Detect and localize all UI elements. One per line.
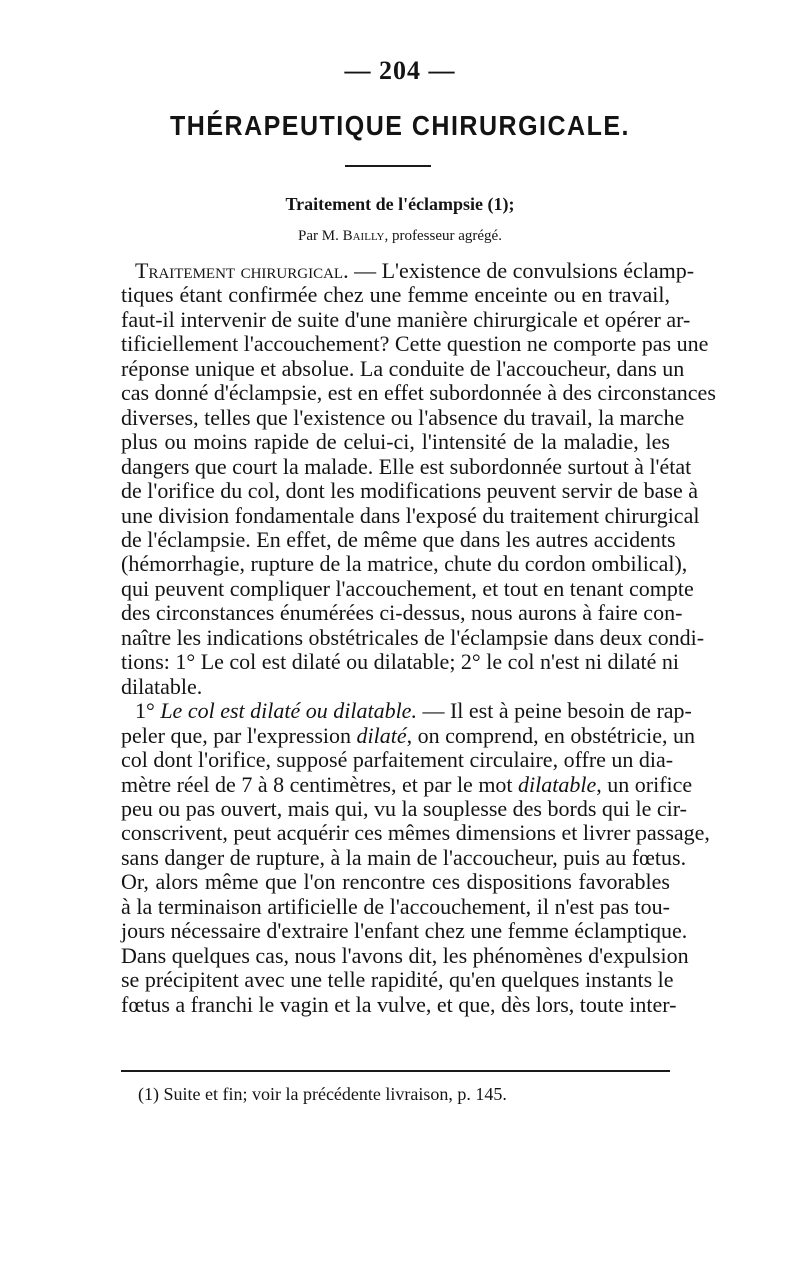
paragraph-line: cas donné d'éclampsie, est en effet subordonnée à des circonstances (121, 380, 716, 406)
paragraph-line: col dont l'orifice, supposé parfaitement circulaire, offre un dia- (121, 747, 674, 773)
paragraph-line: réponse unique et absolue. La conduite de l'accoucheur, dans un (121, 355, 685, 381)
paragraph-line: sans danger de rupture, à la main de l'accoucheur, puis au fœtus. (121, 844, 687, 870)
paragraph-line: diverses, telles que l'existence ou l'absence du travail, la marche (121, 404, 685, 430)
page-number: — 204 — (344, 56, 456, 85)
section-title: THÉRAPEUTIQUE CHIRURGICALE. (170, 110, 630, 142)
paragraph-line: (hémorrhagie, rupture de la matrice, chute du cordon ombilical), (121, 551, 688, 577)
footnote: (1) Suite et fin; voir la précédente livraison, p. 145. (138, 1084, 507, 1104)
paragraph-line: de l'éclampsie. En effet, de même que dans les autres accidents (121, 526, 676, 552)
byline (0, 228, 800, 245)
paragraph-line: jours nécessaire d'extraire l'enfant chez une femme éclamptique. (121, 918, 688, 944)
byline-suffix: , professeur agrégé. (384, 228, 502, 244)
paragraph-line: Or, alors même que l'on rencontre ces dispositions favorables (121, 869, 670, 895)
author-name: Bailly (342, 228, 385, 244)
paragraph-line: tions: 1° Le col est dilaté ou dilatable; 2° le col n'est ni dilaté ni (121, 649, 679, 675)
paragraph-line: 1° Le col est dilaté ou dilatable. — Il est à peine besoin de rap- (135, 698, 692, 724)
paragraph-line: tiques étant confirmée chez une femme enceinte ou en travail, (121, 282, 670, 308)
paragraph-line: peu ou pas ouvert, mais qui, vu la souplesse des bords qui le cir- (121, 795, 687, 821)
paragraph-line: conscrivent, peut acquérir ces mêmes dimensions et livrer passage, (121, 820, 710, 846)
paragraph-line: faut-il intervenir de suite d'une manière chirurgicale et opérer ar- (121, 306, 691, 332)
title-divider (345, 165, 431, 167)
paragraph-line: dilatable. (121, 673, 203, 699)
footnote-divider (121, 1070, 670, 1072)
emphasis-word: dilatable (518, 771, 597, 797)
emphasis-word: dilaté (356, 722, 407, 748)
paragraph-line: dangers que court la malade. Elle est subordonnée surtout à l'état (121, 453, 692, 479)
lead-term: Traitement chirurgical. (135, 258, 349, 283)
paragraph-line: Dans quelques cas, nous l'avons dit, les phénomènes d'expulsion (121, 942, 689, 968)
paragraph-line: Traitement chirurgical. — L'existence de convulsions éclamp- (135, 258, 695, 283)
paragraph-line: mètre réel de 7 à 8 centimètres, et par le mot dilatable, un orifice (121, 771, 693, 797)
paragraph-line: fœtus a franchi le vagin et la vulve, et que, dès lors, toute inter- (121, 991, 677, 1017)
paragraph-line: naître les indications obstétricales de l'éclampsie dans deux condi- (121, 624, 705, 650)
paragraph-line: plus ou moins rapide de celui-ci, l'intensité de la maladie, les (121, 429, 670, 455)
paragraph-line: une division fondamentale dans l'exposé du traitement chirurgical (121, 502, 700, 528)
subsection-heading: Le col est dilaté ou dilatable. (160, 698, 417, 724)
article-title: Traitement de l'éclampsie (1); (285, 194, 515, 214)
paragraph-line: peler que, par l'expression dilaté, on comprend, en obstétricie, un (121, 722, 695, 748)
byline-prefix: Par M. (298, 228, 339, 244)
body-text (121, 258, 716, 1017)
paragraph-line: se précipitent avec une telle rapidité, qu'en quelques instants le (121, 967, 674, 993)
paragraph-line: tificiellement l'accouchement? Cette question ne comporte pas une (121, 331, 709, 357)
paragraph-line: qui peuvent compliquer l'accouchement, et tout en tenant compte (121, 575, 694, 601)
paragraph-line: des circonstances énumérées ci-dessus, nous aurons à faire con- (121, 600, 683, 626)
paragraph-line: à la terminaison artificielle de l'accouchement, il n'est pas tou- (121, 893, 670, 919)
paragraph-line: de l'orifice du col, dont les modifications peuvent servir de base à (121, 478, 699, 504)
